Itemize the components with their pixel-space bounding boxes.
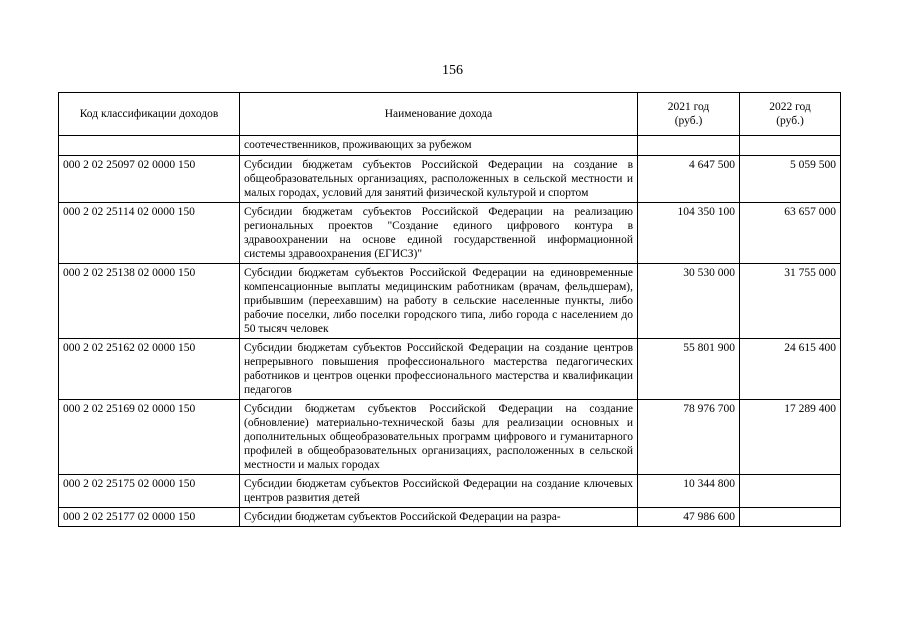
row-value-2022: 17 289 400	[740, 400, 841, 475]
row-name: Субсидии бюджетам субъектов Российской Федерации на создание в общеобразовательных организациях, расположенных в сельской местности и малых городах, условий для занятий физической культурой и спортом	[240, 156, 638, 203]
row-code: 000 2 02 25138 02 0000 150	[59, 264, 240, 339]
table-row	[59, 136, 841, 156]
page-number: 156	[442, 63, 463, 78]
header-2021: 2021 год (руб.)	[638, 93, 740, 136]
row-value-2021: 47 986 600	[638, 508, 740, 527]
row-name: соотечественников, проживающих за рубежом	[240, 136, 638, 156]
row-name: Субсидии бюджетам субъектов Российской Федерации на разра-	[240, 508, 638, 527]
row-value-2021: 104 350 100	[638, 203, 740, 264]
row-value-2021: 30 530 000	[638, 264, 740, 339]
table-row	[59, 156, 841, 203]
row-code: 000 2 02 25169 02 0000 150	[59, 400, 240, 475]
table-row	[59, 264, 841, 339]
table-row	[59, 203, 841, 264]
row-value-2022: 24 615 400	[740, 339, 841, 400]
row-code: 000 2 02 25162 02 0000 150	[59, 339, 240, 400]
row-value-2021: 55 801 900	[638, 339, 740, 400]
row-value-2022	[740, 508, 841, 527]
row-value-2022	[740, 136, 841, 156]
row-value-2022	[740, 475, 841, 508]
row-name: Субсидии бюджетам субъектов Российской Федерации на реализацию региональных проектов "Создание единого цифрового контура в здравоохранении на основе единой государственной информационной системы здравоохранения (ЕГИСЗ)"	[240, 203, 638, 264]
row-name: Субсидии бюджетам субъектов Российской Федерации на создание (обновление) материально-технической базы для реализации основных и дополнительных общеобразовательных программ цифрового и гуманитарного профилей в общеобразовательных организациях, расположенных в сельской местности и малых городах	[240, 400, 638, 475]
row-value-2022: 63 657 000	[740, 203, 841, 264]
income-table	[58, 92, 841, 527]
row-code	[59, 136, 240, 156]
table-row	[59, 508, 841, 527]
row-value-2021: 10 344 800	[638, 475, 740, 508]
row-name: Субсидии бюджетам субъектов Российской Федерации на создание ключевых центров развития детей	[240, 475, 638, 508]
row-code: 000 2 02 25175 02 0000 150	[59, 475, 240, 508]
row-value-2021	[638, 136, 740, 156]
row-value-2021: 4 647 500	[638, 156, 740, 203]
row-name: Субсидии бюджетам субъектов Российской Федерации на создание центров непрерывного повышения профессионального мастерства педагогических работников и центров оценки профессионального мастерства и квалификации педагогов	[240, 339, 638, 400]
table-row	[59, 400, 841, 475]
table-row	[59, 475, 841, 508]
row-code: 000 2 02 25114 02 0000 150	[59, 203, 240, 264]
table-header-row	[59, 93, 841, 136]
row-value-2022: 31 755 000	[740, 264, 841, 339]
row-name: Субсидии бюджетам субъектов Российской Федерации на единовременные компенсационные выплаты медицинским работникам (врачам, фельдшерам), прибывшим (переехавшим) на работу в сельские населенные пункты, либо рабочие поселки, либо поселки городского типа, либо города с населением до 50 тысяч человек	[240, 264, 638, 339]
header-code: Код классификации доходов	[59, 93, 240, 136]
row-value-2022: 5 059 500	[740, 156, 841, 203]
header-2022: 2022 год (руб.)	[740, 93, 841, 136]
row-code: 000 2 02 25097 02 0000 150	[59, 156, 240, 203]
table-row	[59, 339, 841, 400]
row-code: 000 2 02 25177 02 0000 150	[59, 508, 240, 527]
header-name: Наименование дохода	[240, 93, 638, 136]
row-value-2021: 78 976 700	[638, 400, 740, 475]
